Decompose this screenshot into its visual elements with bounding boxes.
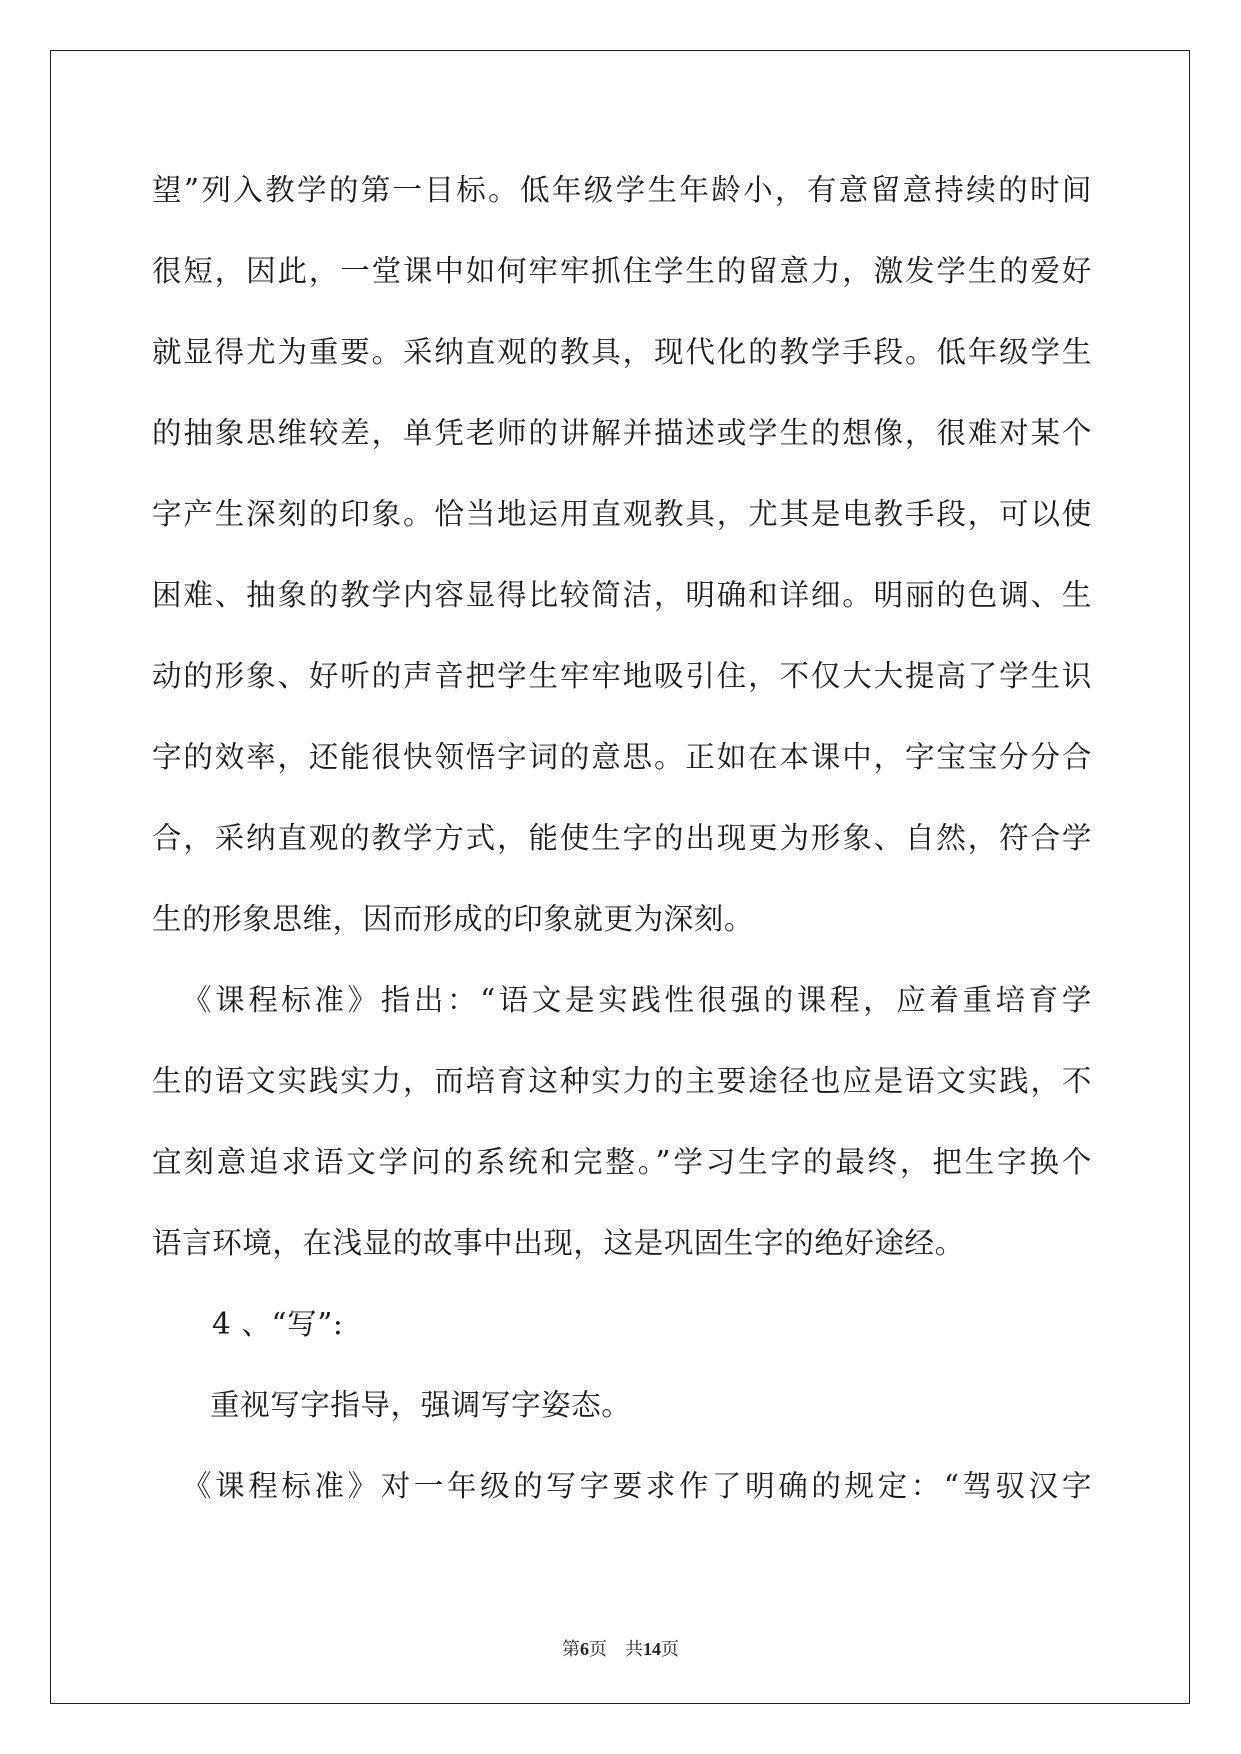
- paragraph-start-line: 《课程标准》对一年级的写字要求作了明确的规定：“驾驭汉字: [182, 1469, 1092, 1503]
- text-line: 宜刻意追求语文学问的系统和完整。”学习生字的最终，把生字换个: [152, 1145, 1092, 1179]
- text-line: 动的形象、好听的声音把学生牢牢地吸引住，不仅大大提高了学生识: [152, 659, 1092, 693]
- text-line: 语言环境，在浅显的故事中出现，这是巩固生字的绝好途经。: [152, 1226, 965, 1260]
- text-line: 合，采纳直观的教学方式，能使生字的出现更为形象、自然，符合学: [152, 821, 1092, 855]
- text-line: 的抽象思维较差，单凭老师的讲解并描述或学生的想像，很难对某个: [152, 416, 1092, 450]
- text-line: 困难、抽象的教学内容显得比较简洁，明确和详细。明丽的色调、生: [152, 578, 1092, 612]
- text-line: 字的效率，还能很快领悟字词的意思。正如在本课中，字宝宝分分合: [152, 740, 1092, 774]
- section-heading: 4 、“写”:: [212, 1307, 344, 1341]
- text-line: 很短，因此，一堂课中如何牢牢抓住学生的留意力，激发学生的爱好: [152, 254, 1092, 288]
- current-page-number: 6: [580, 1639, 589, 1659]
- text-line: 生的语文实践实力，而培育这种实力的主要途径也应是语文实践，不: [152, 1064, 1092, 1098]
- text-line: 就显得尤为重要。采纳直观的教具，现代化的教学手段。低年级学生: [152, 335, 1092, 369]
- footer-prefix: 第: [562, 1639, 580, 1659]
- total-pages-number: 14: [643, 1639, 661, 1659]
- text-line: 字产生深刻的印象。恰当地运用直观教具，尤其是电教手段，可以使: [152, 497, 1092, 531]
- document-body: [152, 165, 1092, 1542]
- footer-middle: 页 共: [589, 1639, 643, 1659]
- text-line: 望”列入教学的第一目标。低年级学生年龄小，有意留意持续的时间: [152, 173, 1092, 207]
- text-line: 生的形象思维，因而形成的印象就更为深刻。: [152, 902, 755, 936]
- page-footer: [0, 1635, 1241, 1661]
- footer-suffix: 页: [661, 1639, 679, 1659]
- paragraph-start-line: 重视写字指导，强调写字姿态。: [210, 1388, 632, 1422]
- paragraph-start-line: 《课程标准》指出：“语文是实践性很强的课程，应着重培育学: [182, 983, 1092, 1017]
